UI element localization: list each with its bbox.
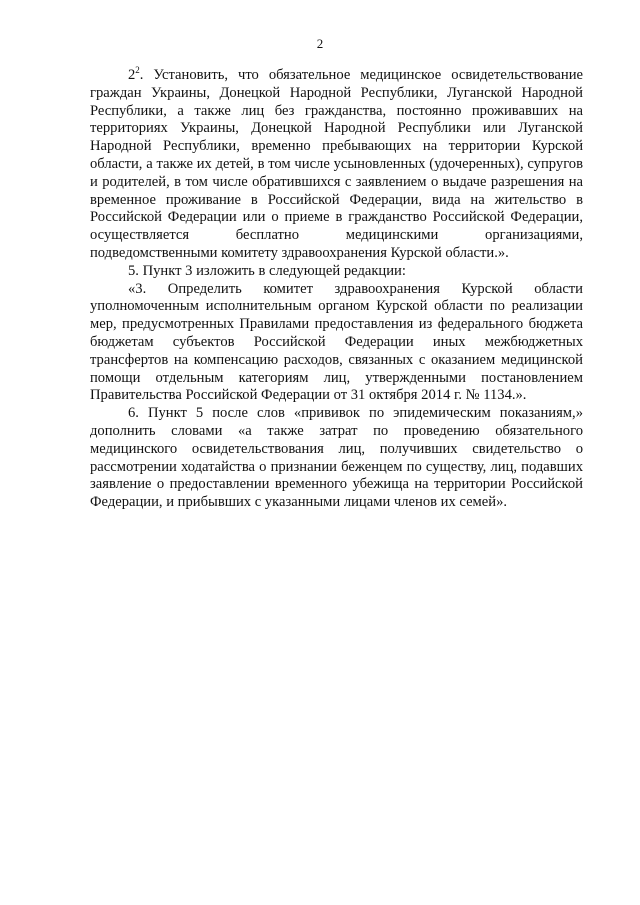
paragraph-number: 2	[128, 67, 136, 83]
paragraph-superscript: 2	[135, 65, 140, 75]
paragraph-item-5: 5. Пункт 3 изложить в следующей редакции:	[128, 262, 406, 279]
paragraph-text: . Установить, что обязательное медицинское освидетельствование граждан Украины, Донецкой Народной Республики, Луганской Народной Республики, а также лиц без гражданства, постоянно проживавших на территориях Украины, Донецкой Народной Республики или Луганской Народной Республики, временно пребывающих на территории Курской области, а также их детей, в том числе усыновленных (удочеренных), супругов и родителей, в том числе обратившихся с заявлением о выдаче разрешения на временное проживание в Российской Федерации, вида на жительство в Российской Федерации или о приеме в гражданство Российской Федерации, осуществляется бесплатно медицинскими организациями, подведомственными комитету здравоохранения Курской области.».	[90, 67, 583, 261]
document-body	[90, 67, 583, 512]
page-number: 2	[316, 36, 324, 51]
paragraph-item-3-new-wording: «3. Определить комитет здравоохранения Курской области уполномоченным исполнительным органом Курской области по реализации мер, предусмотренных Правилами предоставления из федерального бюджета бюджетам субъектов Российской Федерации иных межбюджетных трансфертов на компенсацию расходов, связанных с оказанием медицинской помощи отдельным категориям лиц, утвержденными постановлением Правительства Российской Федерации от 31 октября 2014 г. № 1134.».	[90, 280, 583, 404]
paragraph-2-2	[90, 67, 583, 263]
paragraph-item-6: 6. Пункт 5 после слов «прививок по эпидемическим показаниям,» дополнить словами «а также затрат по проведению обязательного медицинского освидетельствования лиц, получивших свидетельство о рассмотрении ходатайства о признании беженцем по существу, лиц, подавших заявление о предоставлении временного убежища на территории Российской Федерации, и прибывших с указанными лицами членов их семей».	[90, 405, 583, 511]
